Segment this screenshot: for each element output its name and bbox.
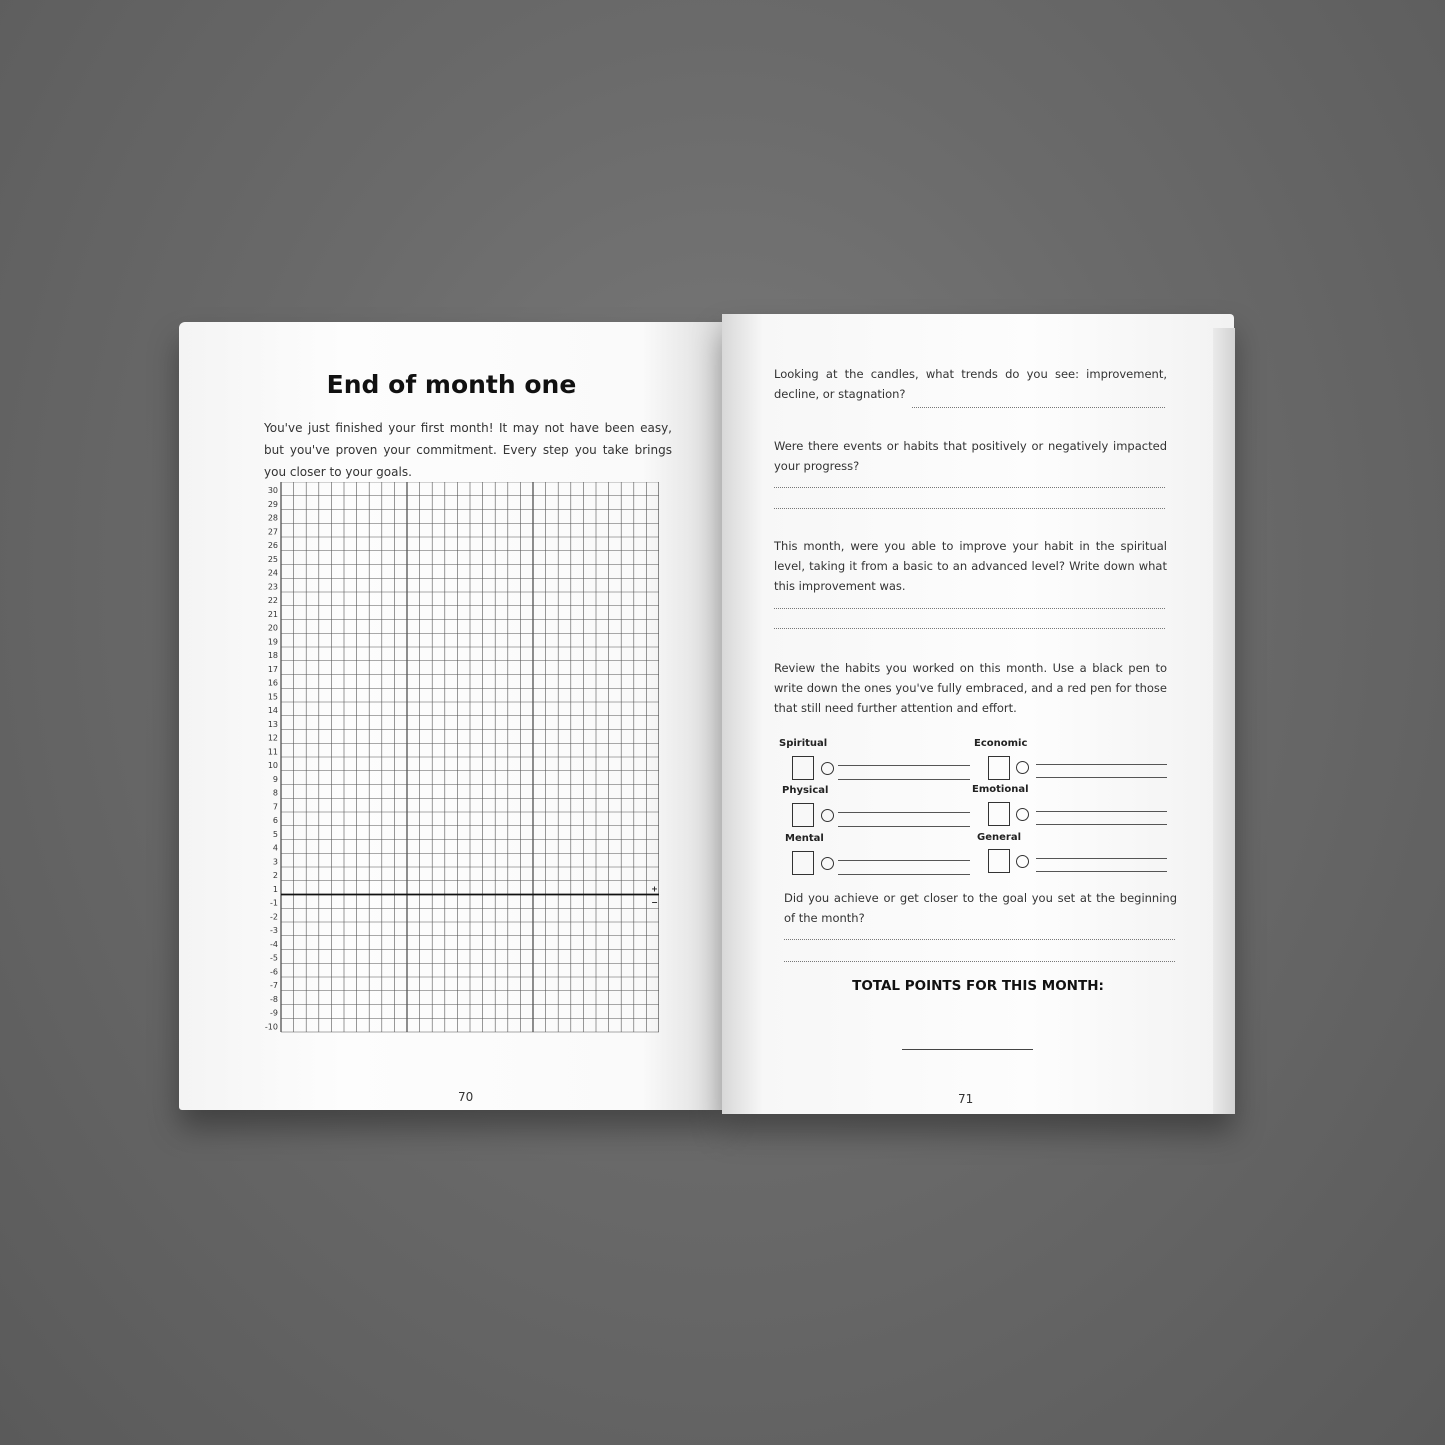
- answer-line[interactable]: [774, 608, 1165, 609]
- y-axis-label: -6: [270, 967, 278, 977]
- habit-label-emotional: Emotional: [972, 784, 1029, 795]
- y-axis-label: -1: [270, 898, 278, 908]
- answer-line[interactable]: [912, 407, 1165, 408]
- y-axis-label: 5: [272, 829, 278, 839]
- y-axis-label: 30: [267, 486, 278, 495]
- y-axis-label: 18: [267, 651, 278, 660]
- y-axis-label: 26: [267, 541, 278, 550]
- answer-line[interactable]: [784, 939, 1175, 940]
- y-axis-label: 11: [267, 747, 278, 757]
- y-axis-label: 8: [272, 788, 278, 798]
- y-axis-label: -10: [264, 1022, 278, 1032]
- y-axis-label: 6: [272, 816, 278, 825]
- habit-circle-physical[interactable]: [821, 809, 834, 822]
- y-axis-label: 13: [267, 719, 278, 729]
- y-axis-label: 29: [267, 499, 278, 509]
- y-axis-label: 25: [267, 554, 278, 564]
- habit-line[interactable]: [1036, 777, 1167, 778]
- y-axis-label: -8: [270, 994, 278, 1004]
- y-axis-label: -2: [270, 912, 278, 922]
- habit-line[interactable]: [1036, 764, 1167, 765]
- page-number-left: 70: [458, 1090, 474, 1104]
- habit-checkbox-spiritual[interactable]: [792, 756, 814, 780]
- habit-circle-mental[interactable]: [821, 857, 834, 870]
- page-number-right: 71: [958, 1092, 974, 1106]
- answer-line[interactable]: [784, 961, 1175, 962]
- total-points-line[interactable]: [902, 1049, 1033, 1050]
- habit-line[interactable]: [838, 874, 970, 875]
- y-axis-label: 16: [267, 678, 278, 688]
- y-axis-label: 28: [267, 513, 278, 523]
- y-axis-label: 17: [267, 664, 278, 674]
- question-review-habits: Review the habits you worked on this month. Use a black pen to write down the ones you've fully embraced, and a red pen for those that still need further attention and effort.: [774, 661, 1167, 715]
- y-axis-label: 1: [272, 884, 278, 894]
- habit-checkbox-economic[interactable]: [988, 756, 1010, 780]
- habit-label-economic: Economic: [974, 738, 1028, 749]
- habit-checkbox-emotional[interactable]: [988, 802, 1010, 826]
- habit-line[interactable]: [838, 812, 970, 813]
- habit-label-physical: Physical: [782, 785, 829, 796]
- y-axis-label: 21: [267, 609, 278, 619]
- y-axis-label: 2: [272, 871, 278, 880]
- right-page: [722, 314, 1234, 1114]
- habit-label-mental: Mental: [785, 833, 824, 844]
- habit-circle-emotional[interactable]: [1016, 808, 1029, 821]
- question-events: Were there events or habits that positively or negatively impacted your progress?: [774, 439, 1167, 473]
- question-goal: Did you achieve or get closer to the goal you set at the beginning of the month?: [784, 891, 1177, 925]
- answer-line[interactable]: [774, 628, 1165, 629]
- habit-chart-grid: [259, 482, 659, 1038]
- y-axis-label: 12: [267, 733, 278, 743]
- y-axis-label: -5: [270, 953, 278, 963]
- minus-symbol: −: [651, 898, 658, 908]
- habit-line[interactable]: [838, 779, 970, 780]
- habit-checkbox-mental[interactable]: [792, 851, 814, 875]
- habit-line[interactable]: [1036, 858, 1167, 859]
- habit-line[interactable]: [838, 826, 970, 827]
- total-points-label: TOTAL POINTS FOR THIS MONTH:: [852, 978, 1104, 994]
- y-axis-label: 23: [267, 582, 278, 592]
- habit-line[interactable]: [1036, 811, 1167, 812]
- grid-svg: [259, 482, 659, 1034]
- habit-line[interactable]: [838, 860, 970, 861]
- habit-circle-general[interactable]: [1016, 855, 1029, 868]
- y-axis-label: 9: [272, 774, 278, 784]
- y-axis-label: 22: [267, 596, 278, 605]
- y-axis-label: 14: [267, 706, 278, 715]
- y-axis-label: 24: [267, 568, 278, 578]
- question-spiritual-improvement: This month, were you able to improve your habit in the spiritual level, taking it from a basic to an advanced level? Write down what this improvement was.: [774, 539, 1167, 593]
- left-page: [179, 322, 724, 1110]
- habit-line[interactable]: [838, 765, 970, 766]
- y-axis-label: 7: [272, 802, 278, 812]
- y-axis-label: -4: [270, 939, 278, 949]
- question-trends: Looking at the candles, what trends do you see: improvement, decline, or stagnation?: [774, 367, 1167, 401]
- plus-symbol: +: [651, 884, 658, 894]
- page-edge: [1213, 328, 1235, 1114]
- habit-checkbox-general[interactable]: [988, 849, 1010, 873]
- answer-line[interactable]: [774, 487, 1165, 488]
- habit-label-spiritual: Spiritual: [779, 738, 828, 749]
- y-axis-label: 15: [267, 692, 278, 702]
- answer-line[interactable]: [774, 508, 1165, 509]
- intro-paragraph: You've just finished your first month! It may not have been easy, but you've proven your commitment. Every step you take brings you closer to your goals.: [264, 421, 672, 479]
- y-axis-label: 20: [267, 623, 278, 633]
- page-title: End of month one: [326, 370, 577, 399]
- y-axis-label: -3: [270, 926, 278, 935]
- y-axis-label: 10: [267, 761, 278, 770]
- habit-line[interactable]: [1036, 824, 1167, 825]
- habit-circle-spiritual[interactable]: [821, 762, 834, 775]
- habit-circle-economic[interactable]: [1016, 761, 1029, 774]
- y-axis-label: -7: [270, 981, 278, 990]
- habit-label-general: General: [977, 832, 1021, 843]
- y-axis-label: -9: [270, 1008, 278, 1018]
- y-axis-label: 27: [267, 527, 278, 537]
- habit-checkbox-physical[interactable]: [792, 803, 814, 827]
- y-axis-label: 4: [272, 843, 278, 853]
- y-axis-label: 3: [272, 857, 278, 867]
- y-axis-label: 19: [267, 637, 278, 647]
- habit-line[interactable]: [1036, 871, 1167, 872]
